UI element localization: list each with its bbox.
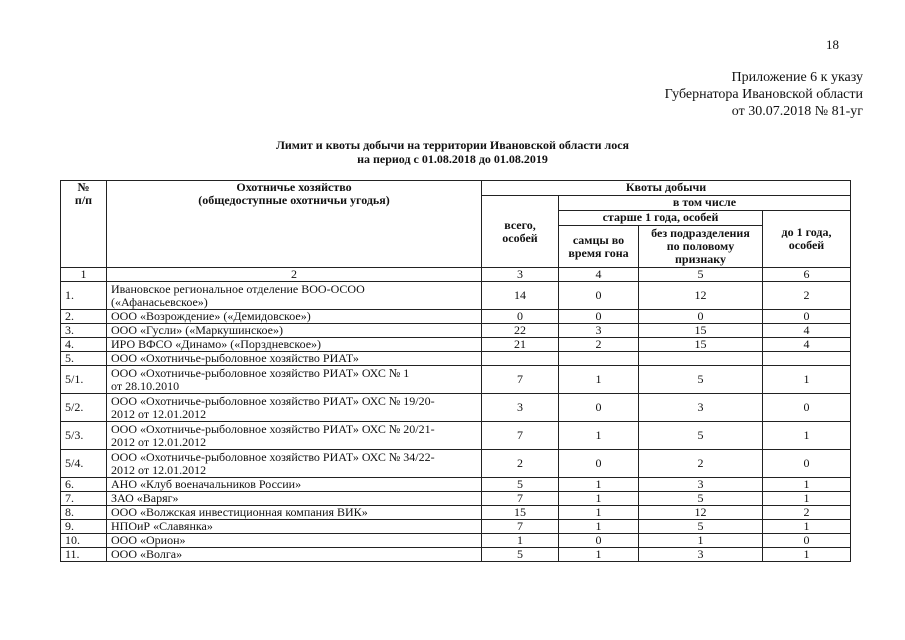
header-num <box>61 181 107 268</box>
cell-total: 21 <box>482 338 559 352</box>
cell-males: 1 <box>559 506 639 520</box>
cell-males: 0 <box>559 282 639 310</box>
appendix-line-3: от 30.07.2018 № 81-уг <box>731 104 863 119</box>
cell-num: 3. <box>61 324 107 338</box>
header-over1: старше 1 года, особей <box>559 211 763 226</box>
cell-num: 5/2. <box>61 394 107 422</box>
cell-under1: 1 <box>763 478 851 492</box>
table-row <box>61 548 851 562</box>
cell-males: 1 <box>559 478 639 492</box>
cell-num: 10. <box>61 534 107 548</box>
col-number-1: 1 <box>61 268 107 282</box>
cell-nosex <box>639 352 763 366</box>
table-row <box>61 478 851 492</box>
cell-num: 8. <box>61 506 107 520</box>
table-row <box>61 422 851 450</box>
table-row <box>61 492 851 506</box>
cell-males: 3 <box>559 324 639 338</box>
header-under1-text: до 1 года, особей <box>781 225 832 252</box>
header-males-text: самцы во время гона <box>568 232 629 260</box>
cell-total <box>482 352 559 366</box>
header-including: в том числе <box>559 196 851 211</box>
cell-nosex: 15 <box>639 338 763 352</box>
cell-males: 0 <box>559 310 639 324</box>
header-num-text: № п/п <box>74 180 93 207</box>
table-row <box>61 394 851 422</box>
cell-males: 1 <box>559 520 639 534</box>
cell-nosex: 2 <box>639 450 763 478</box>
cell-name: ООО «Охотничье-рыболовное хозяйство РИАТ» ОХС № 20/21- 2012 от 12.01.2012 <box>107 422 482 450</box>
cell-total: 14 <box>482 282 559 310</box>
table-row <box>61 520 851 534</box>
cell-name: ООО «Охотничье-рыболовное хозяйство РИАТ» <box>107 352 482 366</box>
cell-name: ООО «Охотничье-рыболовное хозяйство РИАТ» ОХС № 19/20- 2012 от 12.01.2012 <box>107 394 482 422</box>
cell-males: 0 <box>559 394 639 422</box>
cell-total: 15 <box>482 506 559 520</box>
table-row <box>61 324 851 338</box>
cell-num: 5/4. <box>61 450 107 478</box>
col-number-5: 5 <box>639 268 763 282</box>
cell-total: 7 <box>482 492 559 506</box>
cell-total: 5 <box>482 548 559 562</box>
header-total <box>482 196 559 268</box>
cell-total: 22 <box>482 324 559 338</box>
cell-num: 2. <box>61 310 107 324</box>
cell-total: 7 <box>482 520 559 534</box>
header-nosex <box>639 226 763 268</box>
column-number-row <box>61 268 851 282</box>
table-row <box>61 338 851 352</box>
header-farm <box>107 181 482 268</box>
cell-nosex: 3 <box>639 478 763 492</box>
cell-num: 9. <box>61 520 107 534</box>
cell-num: 1. <box>61 282 107 310</box>
cell-total: 5 <box>482 478 559 492</box>
cell-name: ООО «Волга» <box>107 548 482 562</box>
cell-num: 7. <box>61 492 107 506</box>
cell-males: 0 <box>559 450 639 478</box>
cell-males: 0 <box>559 534 639 548</box>
table-row <box>61 282 851 310</box>
header-total-text: всего, особей <box>502 217 538 245</box>
col-number-6: 6 <box>763 268 851 282</box>
cell-num: 5/3. <box>61 422 107 450</box>
cell-males <box>559 352 639 366</box>
cell-under1: 0 <box>763 310 851 324</box>
cell-num: 5/1. <box>61 366 107 394</box>
cell-under1: 1 <box>763 492 851 506</box>
table-row <box>61 366 851 394</box>
cell-name: НПОиР «Славянка» <box>107 520 482 534</box>
cell-under1: 0 <box>763 450 851 478</box>
cell-name: ЗАО «Варяг» <box>107 492 482 506</box>
title-line-2: на период с 01.08.2018 до 01.08.2019 <box>357 152 548 166</box>
header-males <box>559 226 639 268</box>
cell-nosex: 0 <box>639 310 763 324</box>
cell-under1: 2 <box>763 282 851 310</box>
col-number-2: 2 <box>107 268 482 282</box>
cell-under1: 2 <box>763 506 851 520</box>
cell-nosex: 5 <box>639 366 763 394</box>
cell-nosex: 12 <box>639 506 763 520</box>
cell-total: 1 <box>482 534 559 548</box>
appendix-note <box>665 69 863 120</box>
cell-under1: 1 <box>763 520 851 534</box>
cell-under1 <box>763 352 851 366</box>
cell-nosex: 15 <box>639 324 763 338</box>
cell-males: 1 <box>559 492 639 506</box>
cell-nosex: 12 <box>639 282 763 310</box>
cell-males: 1 <box>559 548 639 562</box>
cell-under1: 0 <box>763 534 851 548</box>
header-under1 <box>763 211 851 268</box>
table-row <box>61 534 851 548</box>
cell-num: 4. <box>61 338 107 352</box>
cell-males: 2 <box>559 338 639 352</box>
col-number-3: 3 <box>482 268 559 282</box>
cell-num: 6. <box>61 478 107 492</box>
cell-name: ООО «Гусли» («Маркушинское») <box>107 324 482 338</box>
cell-nosex: 3 <box>639 394 763 422</box>
cell-num: 11. <box>61 548 107 562</box>
cell-name: ООО «Орион» <box>107 534 482 548</box>
cell-name: Ивановское региональное отделение ВОО-ОСОО («Афанасьевское») <box>107 282 482 310</box>
cell-name: ООО «Волжская инвестиционная компания ВИК» <box>107 506 482 520</box>
table-row <box>61 506 851 520</box>
cell-nosex: 5 <box>639 422 763 450</box>
cell-name: ИРО ВФСО «Динамо» («Порздневское») <box>107 338 482 352</box>
cell-num: 5. <box>61 352 107 366</box>
cell-under1: 1 <box>763 548 851 562</box>
cell-nosex: 5 <box>639 492 763 506</box>
cell-total: 7 <box>482 366 559 394</box>
cell-males: 1 <box>559 422 639 450</box>
cell-under1: 4 <box>763 338 851 352</box>
page-number: 18 <box>826 37 839 52</box>
cell-nosex: 3 <box>639 548 763 562</box>
cell-name: ООО «Охотничье-рыболовное хозяйство РИАТ» ОХС № 1 от 28.10.2010 <box>107 366 482 394</box>
appendix-line-1: Приложение 6 к указу <box>731 70 863 85</box>
cell-total: 0 <box>482 310 559 324</box>
cell-nosex: 1 <box>639 534 763 548</box>
cell-name: ООО «Возрождение» («Демидовское») <box>107 310 482 324</box>
cell-name: ООО «Охотничье-рыболовное хозяйство РИАТ» ОХС № 34/22- 2012 от 12.01.2012 <box>107 450 482 478</box>
header-farm-text: Охотничье хозяйство (общедоступные охотничьи угодья) <box>198 180 390 207</box>
title-line-1: Лимит и квоты добычи на территории Ивановской области лося <box>275 138 630 152</box>
cell-males: 1 <box>559 366 639 394</box>
cell-under1: 1 <box>763 366 851 394</box>
cell-total: 2 <box>482 450 559 478</box>
quota-table <box>60 180 851 562</box>
cell-name: АНО «Клуб военачальников России» <box>107 478 482 492</box>
document-title <box>0 138 905 166</box>
header-nosex-text: без подразделения по половому признаку <box>651 226 750 266</box>
cell-under1: 0 <box>763 394 851 422</box>
cell-under1: 1 <box>763 422 851 450</box>
appendix-line-2: Губернатора Ивановской области <box>664 87 863 102</box>
table-row <box>61 310 851 324</box>
col-number-4: 4 <box>559 268 639 282</box>
cell-under1: 4 <box>763 324 851 338</box>
cell-total: 7 <box>482 422 559 450</box>
header-quotas: Квоты добычи <box>482 181 851 196</box>
table-row <box>61 450 851 478</box>
table-row <box>61 352 851 366</box>
cell-nosex: 5 <box>639 520 763 534</box>
cell-total: 3 <box>482 394 559 422</box>
